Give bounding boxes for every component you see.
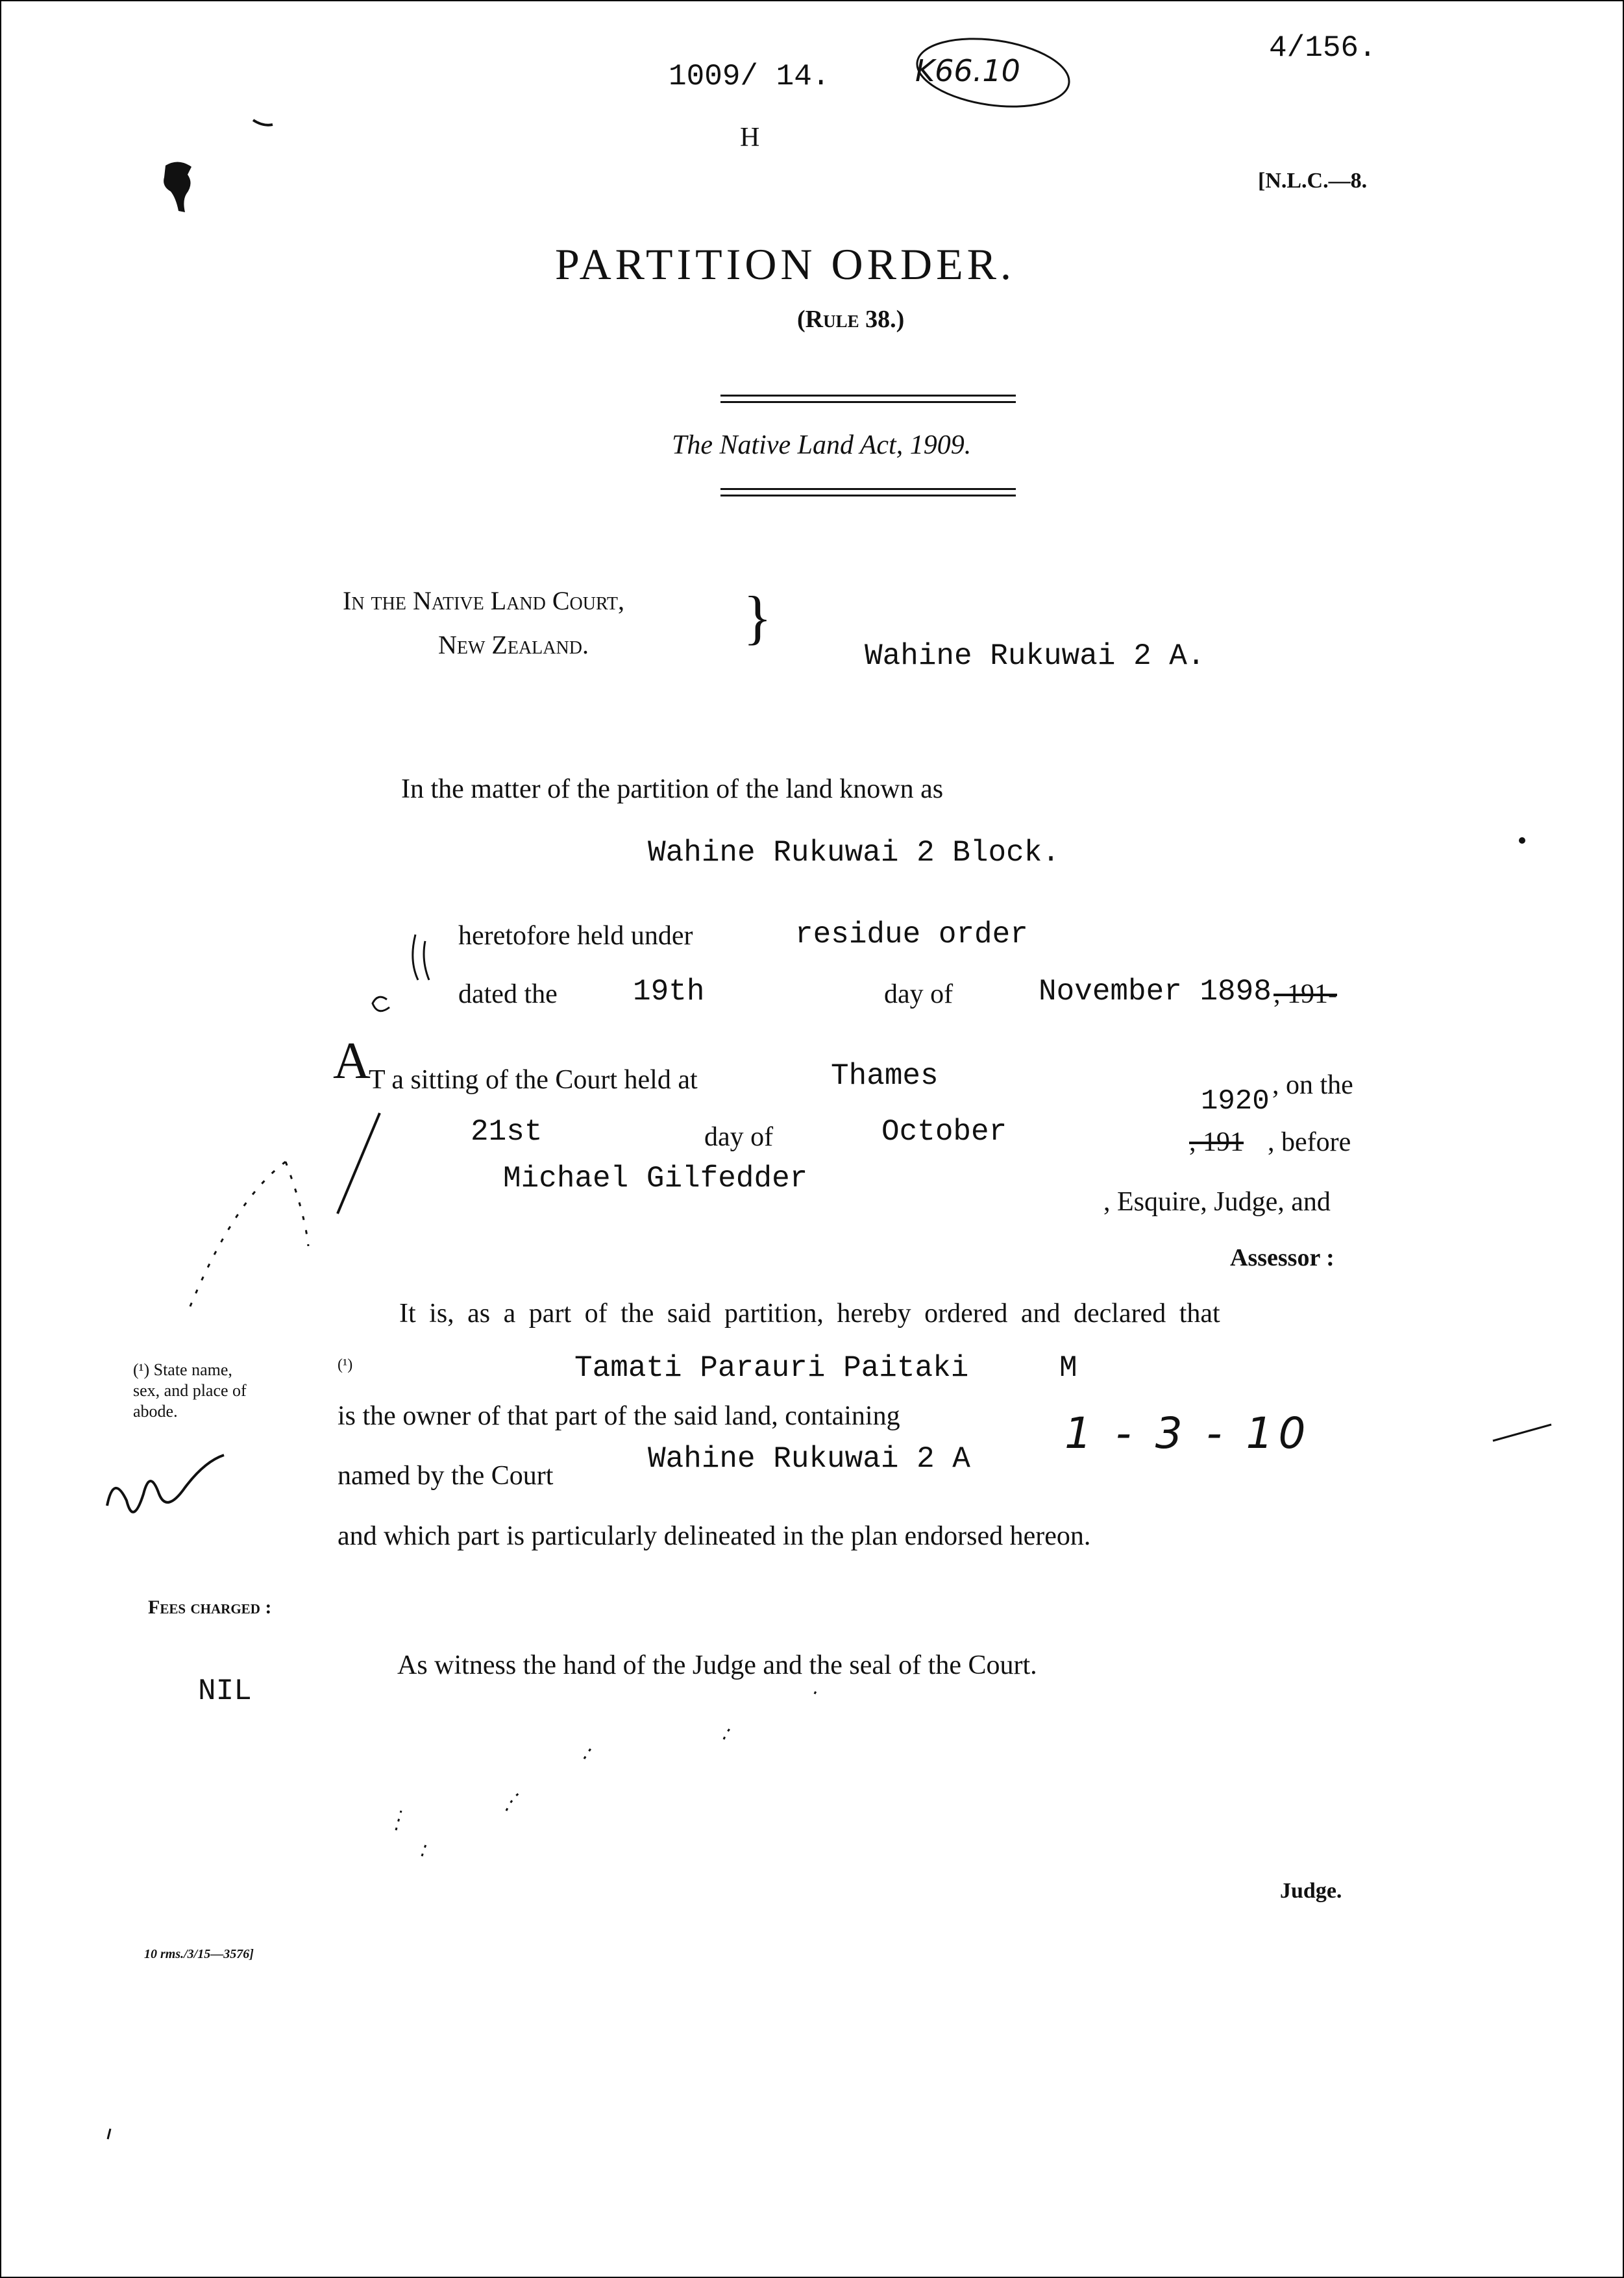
faint-signature-trace <box>188 1162 286 1311</box>
dated-day-of-label: day of <box>884 979 953 1009</box>
esquire-judge: , Esquire, Judge, and <box>1103 1187 1331 1217</box>
sitting-month: October <box>881 1115 1007 1149</box>
sitting-day-of-label: day of <box>704 1122 774 1152</box>
owner-line: is the owner of that part of the said land, containing <box>338 1401 900 1431</box>
rule-reference: (Rule 38.) <box>797 306 905 333</box>
land-name: Wahine Rukuwai 2 Block. <box>648 836 1060 870</box>
initials-mark <box>107 1455 224 1512</box>
area-handwritten: 1 - 3 - 10 <box>1064 1408 1311 1458</box>
named-by-court-value: Wahine Rukuwai 2 A <box>648 1442 970 1476</box>
margin-scribble <box>373 997 389 1011</box>
fees-value: NIL <box>198 1674 252 1708</box>
sitting-struck-year: , 191 <box>1189 1127 1244 1157</box>
printer-code: 10 rms./3/15—3576] <box>144 1947 254 1961</box>
owner-footnote-marker: (¹) <box>338 1356 353 1373</box>
held-under-value: residue order <box>795 918 1028 951</box>
sitting-year: 1920 <box>1201 1085 1270 1118</box>
margin-dash <box>1493 1425 1551 1441</box>
page-title: PARTITION ORDER. <box>555 239 1015 289</box>
faint-judge-signature <box>396 1686 818 1856</box>
act-title: The Native Land Act, 1909. <box>672 430 972 460</box>
matter-intro: In the matter of the partition of the land known as <box>401 774 944 804</box>
order-declaration: It is, as a part of the said partition, hereby ordered and declared that <box>399 1299 1220 1329</box>
witness-text: As witness the hand of the Judge and the seal of the Court. <box>397 1650 1037 1680</box>
judge-name: Michael Gilfedder <box>503 1162 808 1195</box>
margin-note-line: (¹) State name, <box>133 1360 232 1379</box>
sitting-on-the: , on the <box>1272 1070 1353 1100</box>
corner-mark <box>253 120 273 125</box>
margin-scribble <box>413 935 429 980</box>
ink-stamp-mark <box>164 162 191 212</box>
fees-label: Fees charged : <box>148 1597 272 1618</box>
reference-circle <box>913 30 1074 116</box>
named-by-court-label: named by the Court <box>338 1461 554 1491</box>
sitting-place: Thames <box>831 1059 939 1093</box>
faint-signature-trace <box>286 1162 308 1246</box>
header-letter: H <box>740 123 760 153</box>
dated-month-year: November 1898 <box>1039 975 1272 1009</box>
delineated-text: and which part is particularly delineated in the plan endorsed hereon. <box>338 1521 1091 1551</box>
assessor-label: Assessor : <box>1230 1244 1335 1271</box>
margin-note-line: sex, and place of <box>133 1381 247 1400</box>
sitting-text: T a sitting of the Court held at <box>369 1065 698 1095</box>
court-country: New Zealand. <box>438 630 589 659</box>
owner-name: Tamati Parauri Paitaki <box>574 1351 969 1385</box>
dated-label: dated the <box>458 979 558 1009</box>
speck <box>1519 837 1525 844</box>
court-name: In the Native Land Court, <box>343 586 625 615</box>
block-title: Wahine Rukuwai 2 A. <box>865 639 1205 673</box>
handwritten-reference: K66.10 <box>915 53 1020 88</box>
dated-struck-year: , 191- <box>1273 979 1337 1009</box>
file-number: 1009/ 14. <box>669 60 830 93</box>
corner-mark <box>108 2129 110 2139</box>
page-reference: 4/156. <box>1269 31 1377 65</box>
judge-label: Judge. <box>1280 1879 1342 1903</box>
dated-day: 19th <box>633 975 705 1009</box>
sitting-day: 21st <box>471 1115 543 1149</box>
sitting-before: , before <box>1268 1127 1351 1157</box>
sitting-drop-cap: A <box>333 1033 371 1090</box>
margin-note-line: abode. <box>133 1402 178 1421</box>
margin-slash <box>338 1113 380 1214</box>
court-brace: } <box>743 584 772 650</box>
held-under-label: heretofore held under <box>458 921 693 951</box>
owner-sex: M <box>1059 1351 1077 1385</box>
form-code: [N.L.C.—8. <box>1258 169 1368 193</box>
